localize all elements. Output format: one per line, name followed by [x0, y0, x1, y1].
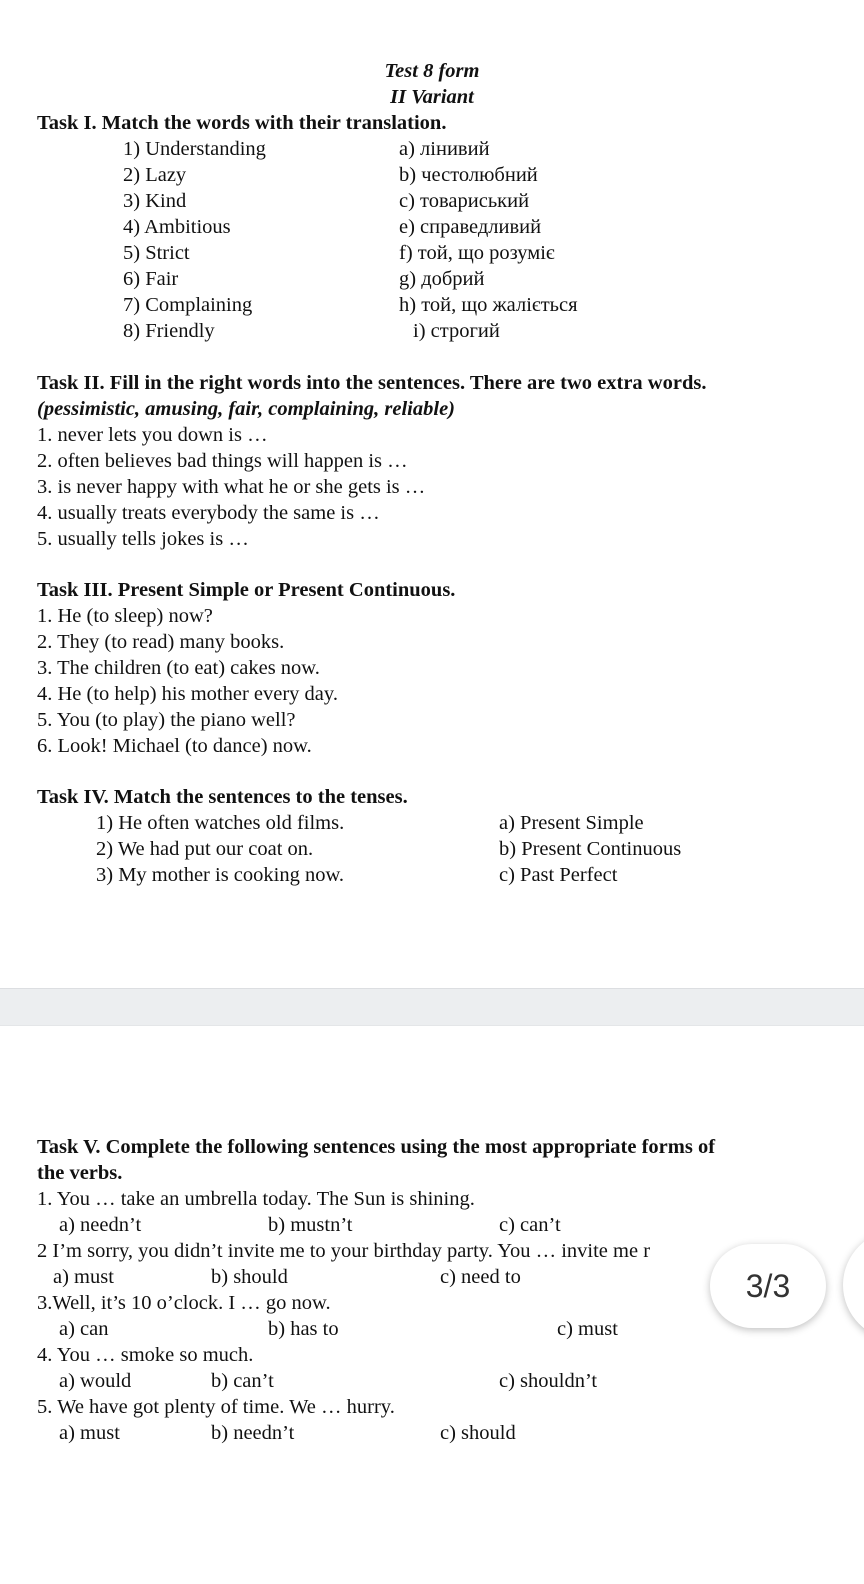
task5-option: b) needn’t: [211, 1422, 295, 1444]
word-item: 1) Understanding: [123, 138, 266, 160]
word-item: 7) Complaining: [123, 294, 253, 316]
task3-heading: Task III. Present Simple or Present Continuous.: [37, 579, 456, 601]
task5-question: 4. You … smoke so much.: [37, 1344, 254, 1366]
task3-item: 2. They (to read) many books.: [37, 631, 285, 653]
task4-tense: a) Present Simple: [499, 812, 644, 834]
task1-heading: Task I. Match the words with their translation.: [37, 112, 447, 134]
word-item: 5) Strict: [123, 242, 190, 264]
task5-option: c) can’t: [499, 1214, 561, 1236]
task5-question: 3.Well, it’s 10 o’clock. I … go now.: [37, 1292, 331, 1314]
task2-item: 1. never lets you down is …: [37, 424, 268, 446]
task3-item: 5. You (to play) the piano well?: [37, 709, 296, 731]
task4-sentence: 2) We had put our coat on.: [96, 838, 314, 860]
word-item: 2) Lazy: [123, 164, 187, 186]
task2-item: 4. usually treats everybody the same is …: [37, 502, 380, 524]
floating-action-button[interactable]: [843, 1230, 864, 1340]
translation-item: f) той, що розуміє: [399, 242, 555, 264]
task5-question: 5. We have got plenty of time. We … hurry.: [37, 1396, 395, 1418]
task5-option: b) mustn’t: [268, 1214, 353, 1236]
task2-word-list: (pessimistic, amusing, fair, complaining, reliable): [37, 398, 455, 420]
task5-option: c) should: [440, 1422, 516, 1444]
word-item: 8) Friendly: [123, 320, 215, 342]
task2-item: 2. often believes bad things will happen is …: [37, 450, 408, 472]
word-item: 4) Ambitious: [123, 216, 231, 238]
task3-item: 4. He (to help) his mother every day.: [37, 683, 338, 705]
task5-option: a) needn’t: [59, 1214, 142, 1236]
task3-item: 1. He (to sleep) now?: [37, 605, 213, 627]
translation-item: b) честолюбний: [399, 164, 538, 186]
task5-option: a) must: [59, 1422, 120, 1444]
task5-option: c) shouldn’t: [499, 1370, 598, 1392]
task5-option: b) has to: [268, 1318, 339, 1340]
task4-tense: b) Present Continuous: [499, 838, 682, 860]
variant-title: II Variant: [390, 86, 474, 108]
translation-item: e) справедливий: [399, 216, 542, 238]
task5-question: 2 I’m sorry, you didn’t invite me to your birthday party. You … invite me r: [37, 1240, 651, 1262]
test-title: Test 8 form: [384, 60, 480, 82]
task5-option: b) can’t: [211, 1370, 274, 1392]
task3-item: 6. Look! Michael (to dance) now.: [37, 735, 312, 757]
translation-item: a) лінивий: [399, 138, 490, 160]
task5-option: a) would: [59, 1370, 132, 1392]
task2-item: 3. is never happy with what he or she gets is …: [37, 476, 426, 498]
translation-item: i) строгий: [413, 320, 500, 342]
task4-sentence: 3) My mother is cooking now.: [96, 864, 345, 886]
task5-option: c) need to: [440, 1266, 521, 1288]
translation-item: g) добрий: [399, 268, 485, 290]
task5-heading: Task V. Complete the following sentences using the most appropriate forms of: [37, 1136, 716, 1158]
task2-item: 5. usually tells jokes is …: [37, 528, 249, 550]
page-separator: [0, 988, 864, 1026]
task5-heading-cont: the verbs.: [37, 1162, 123, 1184]
task5-option: a) must: [53, 1266, 114, 1288]
task5-option: c) must: [557, 1318, 618, 1340]
task5-option: b) should: [211, 1266, 288, 1288]
word-item: 3) Kind: [123, 190, 187, 212]
task5-option: a) can: [59, 1318, 109, 1340]
translation-item: c) товариський: [399, 190, 530, 212]
task2-heading: Task II. Fill in the right words into the sentences. There are two extra words.: [37, 372, 707, 394]
task4-sentence: 1) He often watches old films.: [96, 812, 345, 834]
task5-question: 1. You … take an umbrella today. The Sun is shining.: [37, 1188, 475, 1210]
page-indicator: 3/3: [710, 1244, 826, 1328]
translation-item: h) той, що жаліється: [399, 294, 578, 316]
word-item: 6) Fair: [123, 268, 179, 290]
task4-heading: Task IV. Match the sentences to the tenses.: [37, 786, 408, 808]
task3-item: 3. The children (to eat) cakes now.: [37, 657, 320, 679]
task4-tense: c) Past Perfect: [499, 864, 618, 886]
